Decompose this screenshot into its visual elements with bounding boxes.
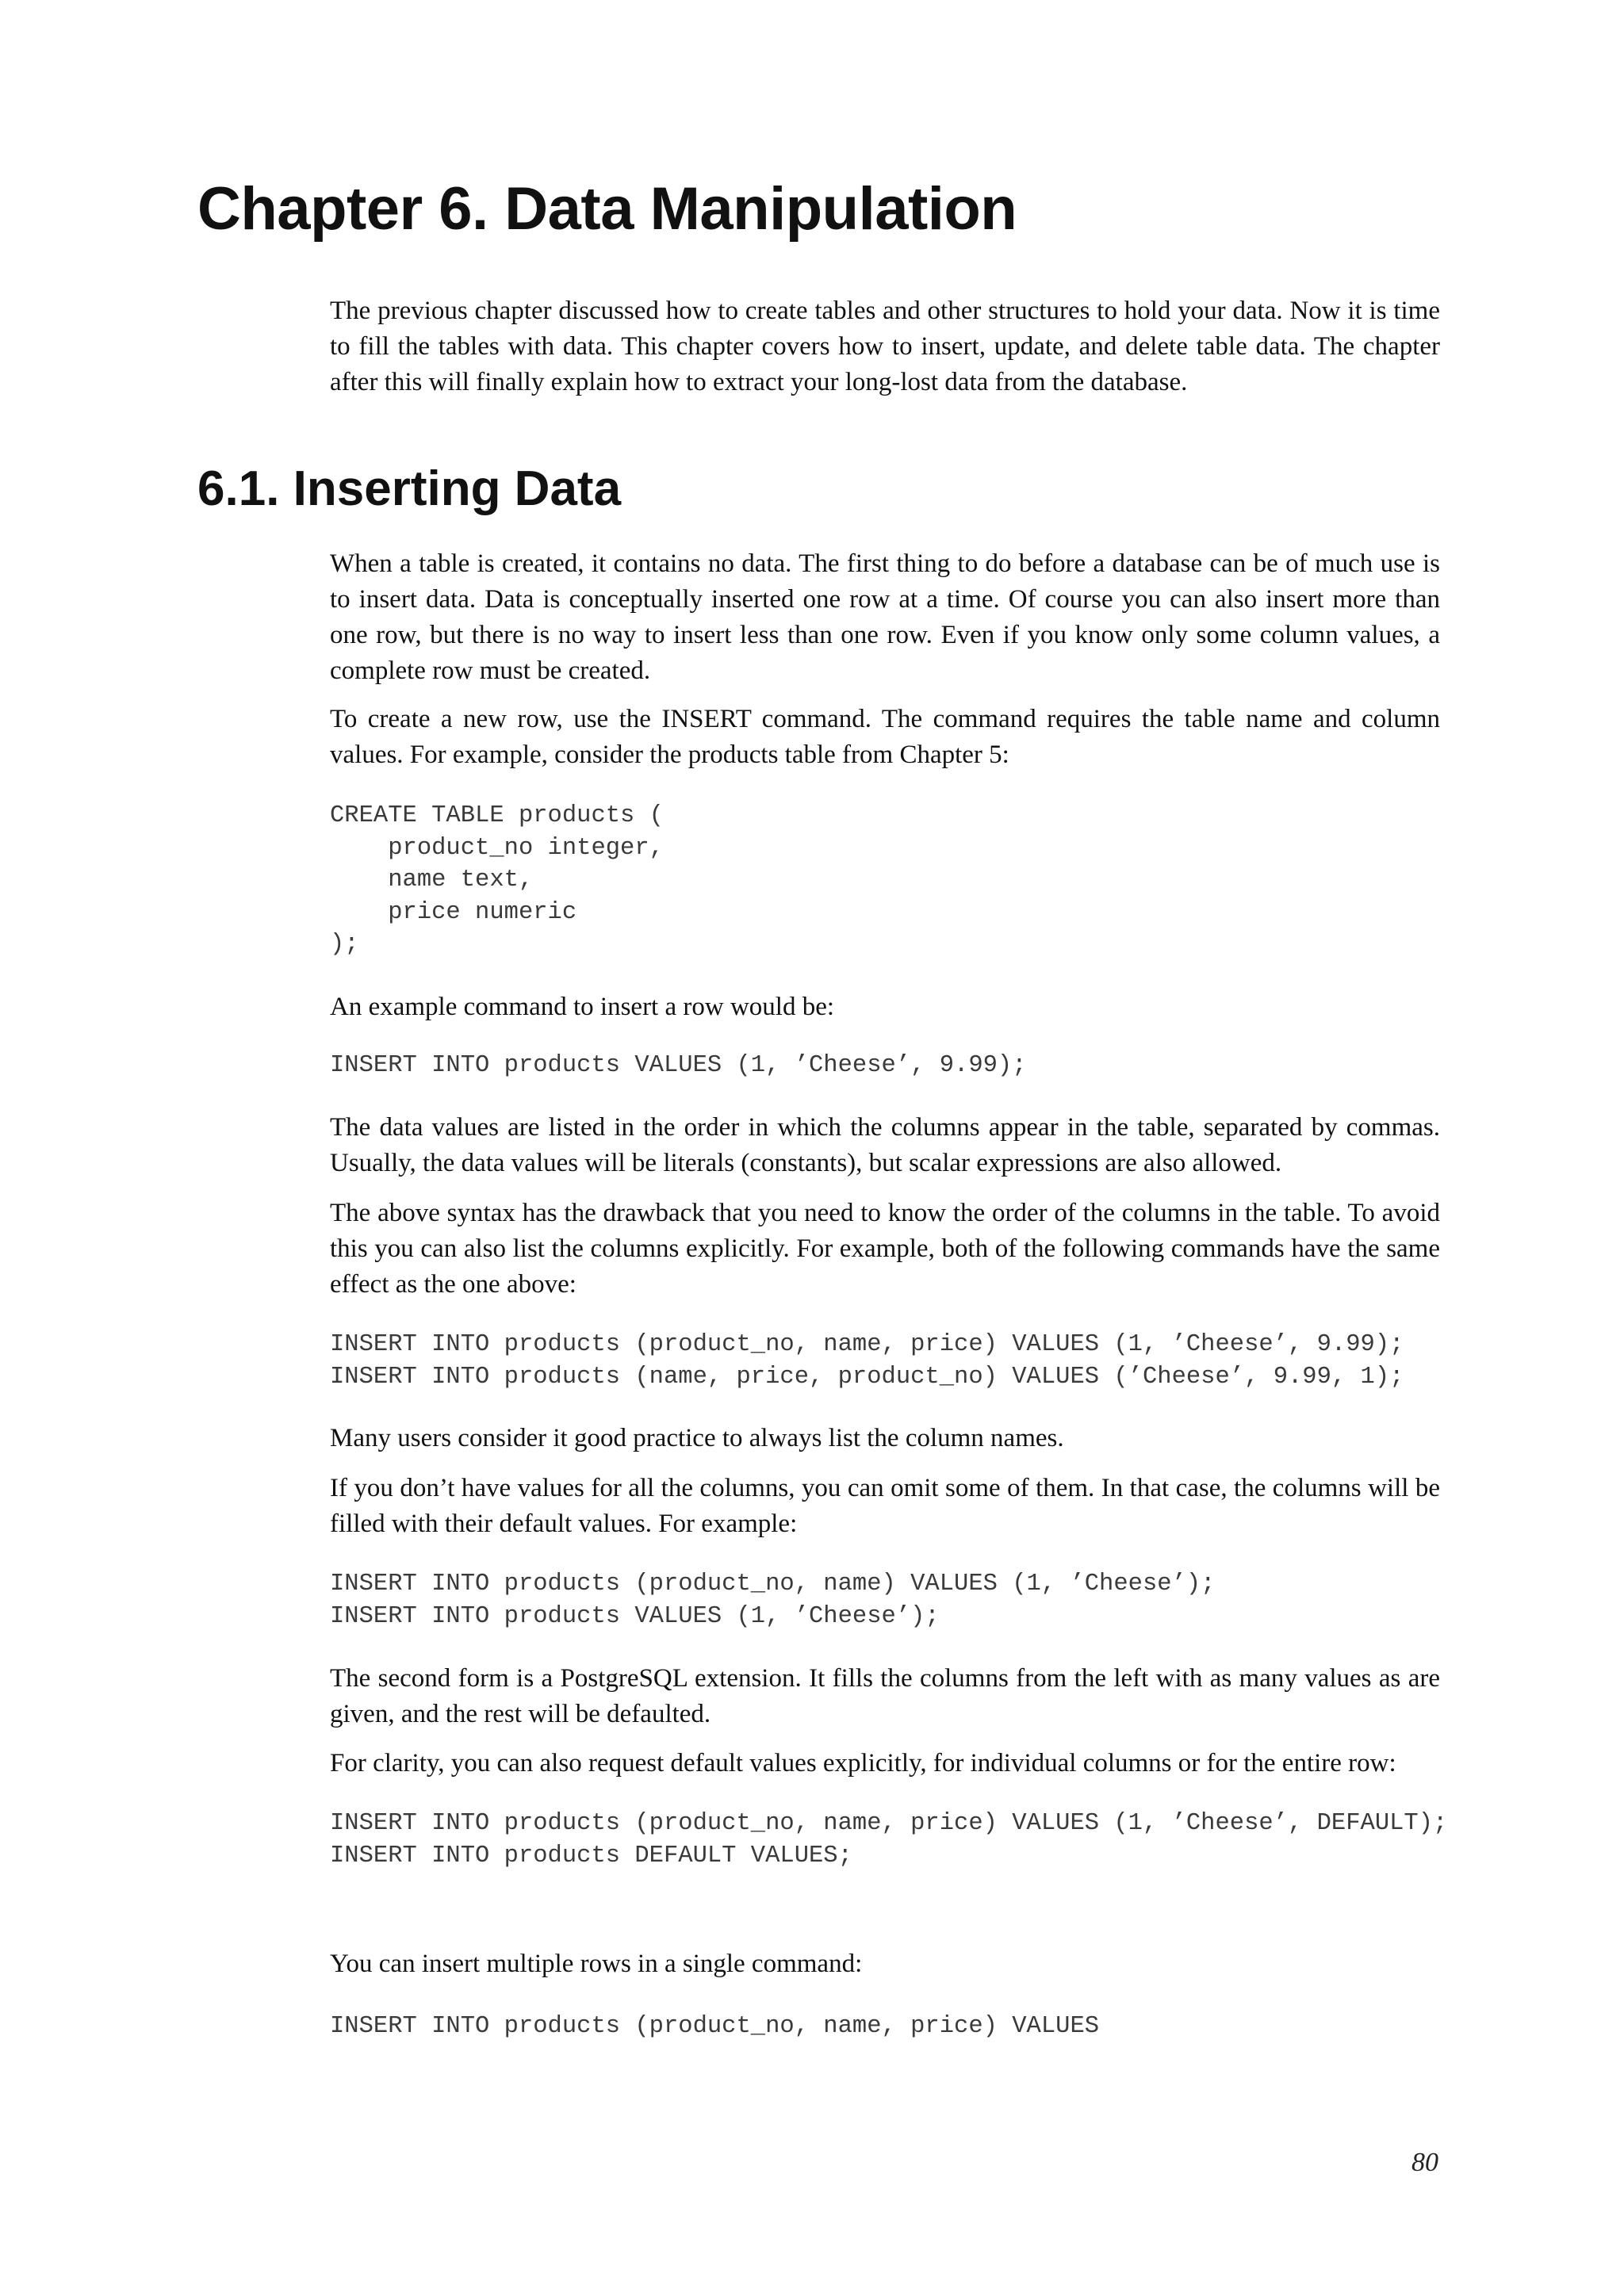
section-title: 6.1. Inserting Data xyxy=(197,461,622,516)
paragraph-6: Many users consider it good practice to always list the column names. xyxy=(330,1424,1064,1452)
chapter-intro-paragraph: The previous chapter discussed how to create tables and other structures to hold your data. Now it is time to fill the tables with data. This chapter covers how to insert, update, and delete table data. The chapter after this will finally explain how to extract your long-lost data from the database. xyxy=(330,297,1440,396)
paragraph-9: For clarity, you can also request default values explicitly, for individual columns or for the entire row: xyxy=(330,1749,1396,1777)
chapter-title: Chapter 6. Data Manipulation xyxy=(197,175,1017,243)
code-block-create-table: CREATE TABLE products ( product_no integer, name text, price numeric ); xyxy=(330,802,664,958)
code-block-omit-columns: INSERT INTO products (product_no, name) VALUES (1, ’Cheese’); INSERT INTO products VALUES (1, ’Cheese’); xyxy=(330,1571,1216,1630)
paragraph-2: To create a new row, use the INSERT command. The command requires the table name and column values. For example, consider the products table from Chapter 5: xyxy=(330,705,1440,769)
paragraph-8: The second form is a PostgreSQL extension. It fills the columns from the left with as many values as are given, and the rest will be defaulted. xyxy=(330,1664,1440,1728)
paragraph-4: The data values are listed in the order in which the columns appear in the table, separated by commas. Usually, the data values will be literals (constants), but scalar expressions are also allowed. xyxy=(330,1113,1440,1177)
code-block-default-values: INSERT INTO products (product_no, name, price) VALUES (1, ’Cheese’, DEFAULT); INSERT INTO products DEFAULT VALUES; xyxy=(330,1810,1448,1869)
code-block-insert-example: INSERT INTO products VALUES (1, ’Cheese’, 9.99); xyxy=(330,1052,1027,1079)
paragraph-7: If you don’t have values for all the columns, you can omit some of them. In that case, the columns will be filled with their default values. For example: xyxy=(330,1474,1440,1538)
code-block-multi-row: INSERT INTO products (product_no, name, price) VALUES xyxy=(330,2013,1100,2040)
paragraph-1: When a table is created, it contains no data. The first thing to do before a database can be of much use is to insert data. Data is conceptually inserted one row at a time. Of course you can also insert more than one row, but there is no way to insert less than one row. Even if you know only some column values, a complete row must be created. xyxy=(330,549,1440,685)
code-block-explicit-columns: INSERT INTO products (product_no, name, price) VALUES (1, ’Cheese’, 9.99); INSERT INTO products (name, price, product_no) VALUES (’Cheese’, 9.99, 1); xyxy=(330,1331,1404,1391)
paragraph-10: You can insert multiple rows in a single command: xyxy=(330,1950,863,1978)
page-number: 80 xyxy=(1411,2148,1438,2177)
paragraph-5: The above syntax has the drawback that you need to know the order of the columns in the table. To avoid this you can also list the columns explicitly. For example, both of the following commands have the same effect as the one above: xyxy=(330,1199,1440,1299)
paragraph-3: An example command to insert a row would be: xyxy=(330,993,835,1021)
